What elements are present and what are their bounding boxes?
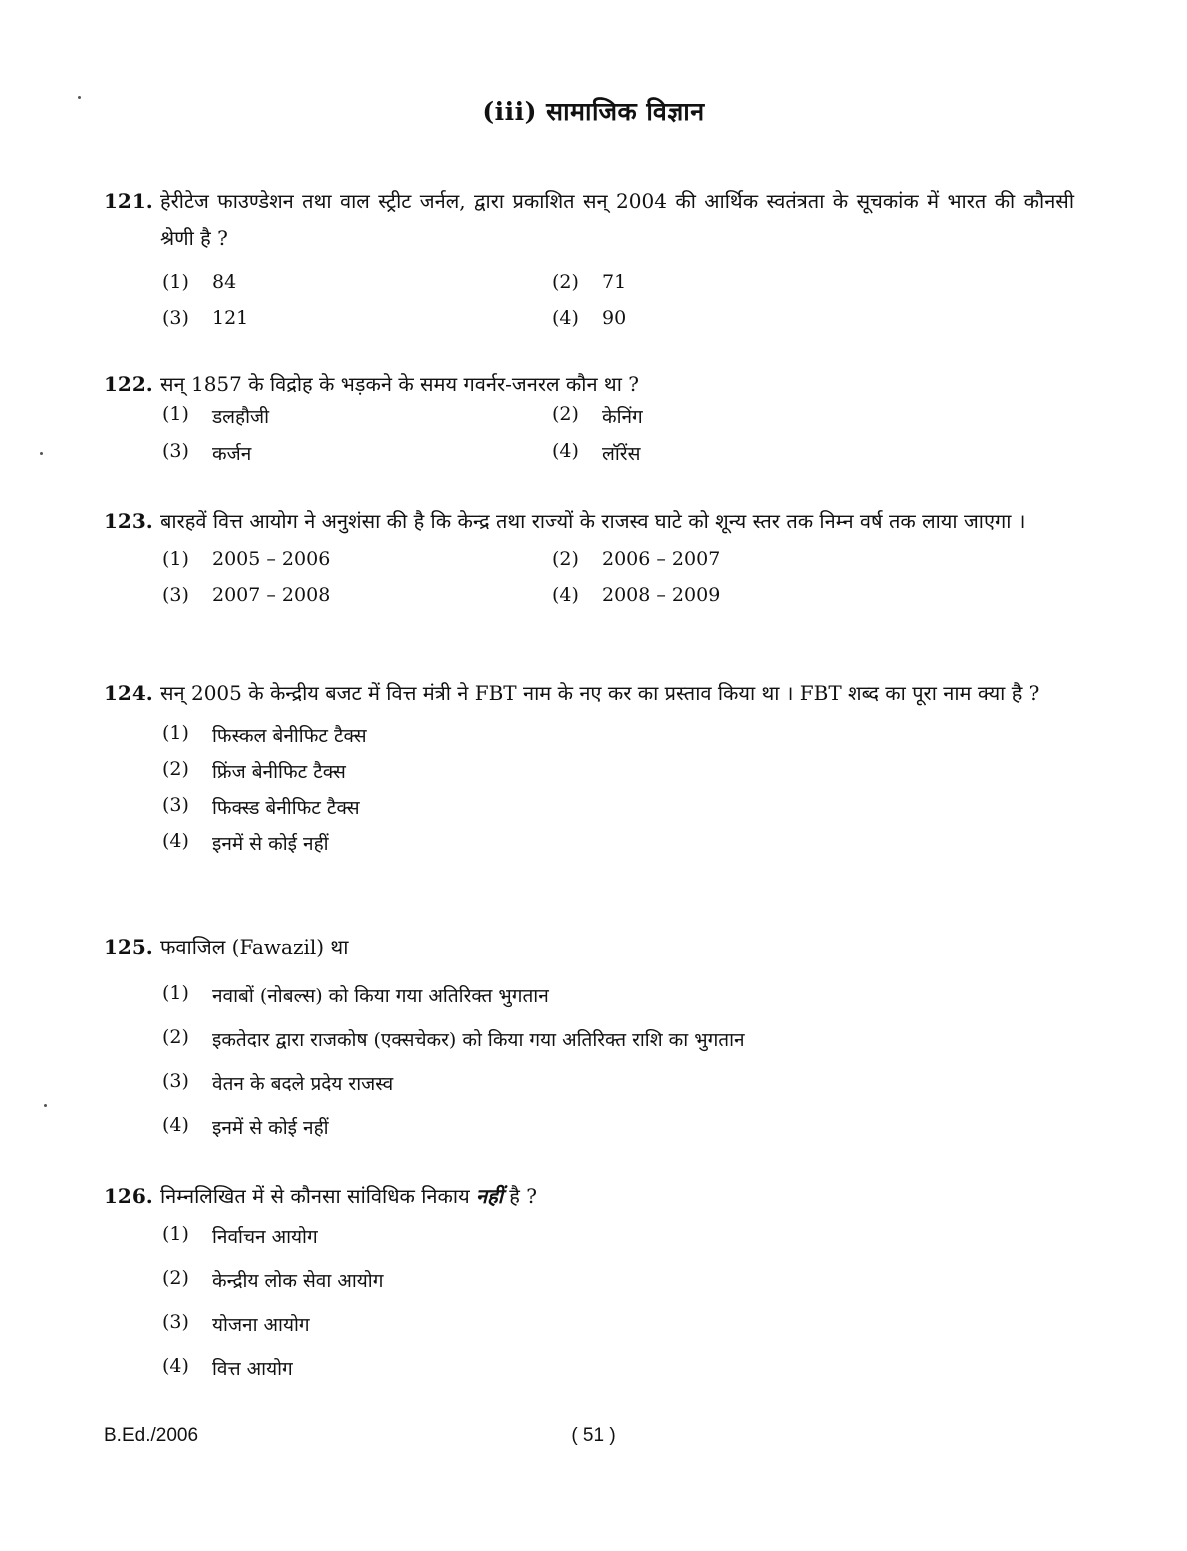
option[interactable]: (3) कर्जन <box>162 440 252 465</box>
options <box>162 722 1074 866</box>
question-text: बारहवें वित्त आयोग ने अनुशंसा की है कि केन्द्र तथा राज्यों के राजस्व घाटे को शून्य स्तर तक निम्न वर्ष तक लाया जाएगा । <box>160 509 1026 533</box>
question-text: हेरीटेज फाउण्डेशन तथा वाल स्ट्रीट जर्नल, द्वारा प्रकाशित सन् 2004 की आर्थिक स्वतंत्रता के सूचकांक में भारत की कौनसी श्रेणी है ? <box>160 189 1074 250</box>
option[interactable]: (3) फिक्स्ड बेनीफिट टैक्स <box>162 794 360 819</box>
option[interactable]: (2) केन्द्रीय लोक सेवा आयोग <box>162 1267 384 1292</box>
option[interactable]: (2) 71 <box>552 271 627 293</box>
exam-code: B.Ed./2006 <box>104 1425 199 1446</box>
options <box>162 982 1074 1158</box>
option[interactable]: (1) निर्वाचन आयोग <box>162 1223 318 1248</box>
page-number: ( 51 ) <box>571 1425 616 1446</box>
question-126 <box>104 1178 1074 1399</box>
option[interactable]: (2) इकतेदार द्वारा राजकोष (एक्सचेकर) को किया गया अतिरिक्त राशि का भुगतान <box>162 1026 745 1051</box>
option[interactable]: (4) वित्त आयोग <box>162 1355 293 1380</box>
option[interactable]: (3) 121 <box>162 307 249 329</box>
option[interactable]: (4) लॉरेंस <box>552 440 641 465</box>
option[interactable]: (1) फिस्कल बेनीफिट टैक्स <box>162 722 367 747</box>
option[interactable]: (3) 2007 – 2008 <box>162 584 331 606</box>
question-text: सन् 2005 के केन्द्रीय बजट में वित्त मंत्री ने FBT नाम के नए कर का प्रस्ताव किया था । FBT शब्द का पूरा नाम क्या है ? <box>160 681 1040 705</box>
options <box>162 403 1074 477</box>
scan-speck <box>44 1104 47 1107</box>
question-number: 126. <box>104 1184 153 1208</box>
emphasis-text: नहीं <box>476 1184 503 1208</box>
option[interactable]: (2) फ्रिंज बेनीफिट टैक्स <box>162 758 346 783</box>
question-122 <box>104 366 1074 477</box>
question-number: 122. <box>104 372 153 396</box>
scan-speck <box>40 452 43 455</box>
options <box>162 548 1074 620</box>
question-text: निम्नलिखित में से कौनसा सांविधिक निकाय नहीं है ? <box>160 1184 537 1208</box>
option[interactable]: (1) 2005 – 2006 <box>162 548 331 570</box>
question-123 <box>104 503 1074 620</box>
question-125 <box>104 929 1074 1158</box>
question-number: 123. <box>104 509 153 533</box>
question-number: 124. <box>104 681 153 705</box>
option[interactable]: (1) डलहौजी <box>162 403 270 428</box>
question-text: फवाजिल (Fawazil) था <box>160 935 349 959</box>
option[interactable]: (2) केनिंग <box>552 403 643 428</box>
options <box>162 271 1074 343</box>
option[interactable]: (4) इनमें से कोई नहीं <box>162 1114 329 1139</box>
option[interactable]: (3) वेतन के बदले प्रदेय राजस्व <box>162 1070 394 1095</box>
option[interactable]: (1) 84 <box>162 271 237 293</box>
question-124 <box>104 675 1074 866</box>
option[interactable]: (3) योजना आयोग <box>162 1311 310 1336</box>
option[interactable]: (4) 2008 – 2009 <box>552 584 721 606</box>
option[interactable]: (4) इनमें से कोई नहीं <box>162 830 329 855</box>
option[interactable]: (1) नवाबों (नोबल्स) को किया गया अतिरिक्त भुगतान <box>162 982 549 1007</box>
section-title: (iii) सामाजिक विज्ञान <box>482 97 705 126</box>
question-number: 125. <box>104 935 153 959</box>
option[interactable]: (2) 2006 – 2007 <box>552 548 721 570</box>
options <box>162 1223 1074 1399</box>
question-number: 121. <box>104 189 153 213</box>
option[interactable]: (4) 90 <box>552 307 627 329</box>
question-text: सन् 1857 के विद्रोह के भड़कने के समय गवर्नर-जनरल कौन था ? <box>160 372 639 396</box>
question-121 <box>104 183 1074 343</box>
